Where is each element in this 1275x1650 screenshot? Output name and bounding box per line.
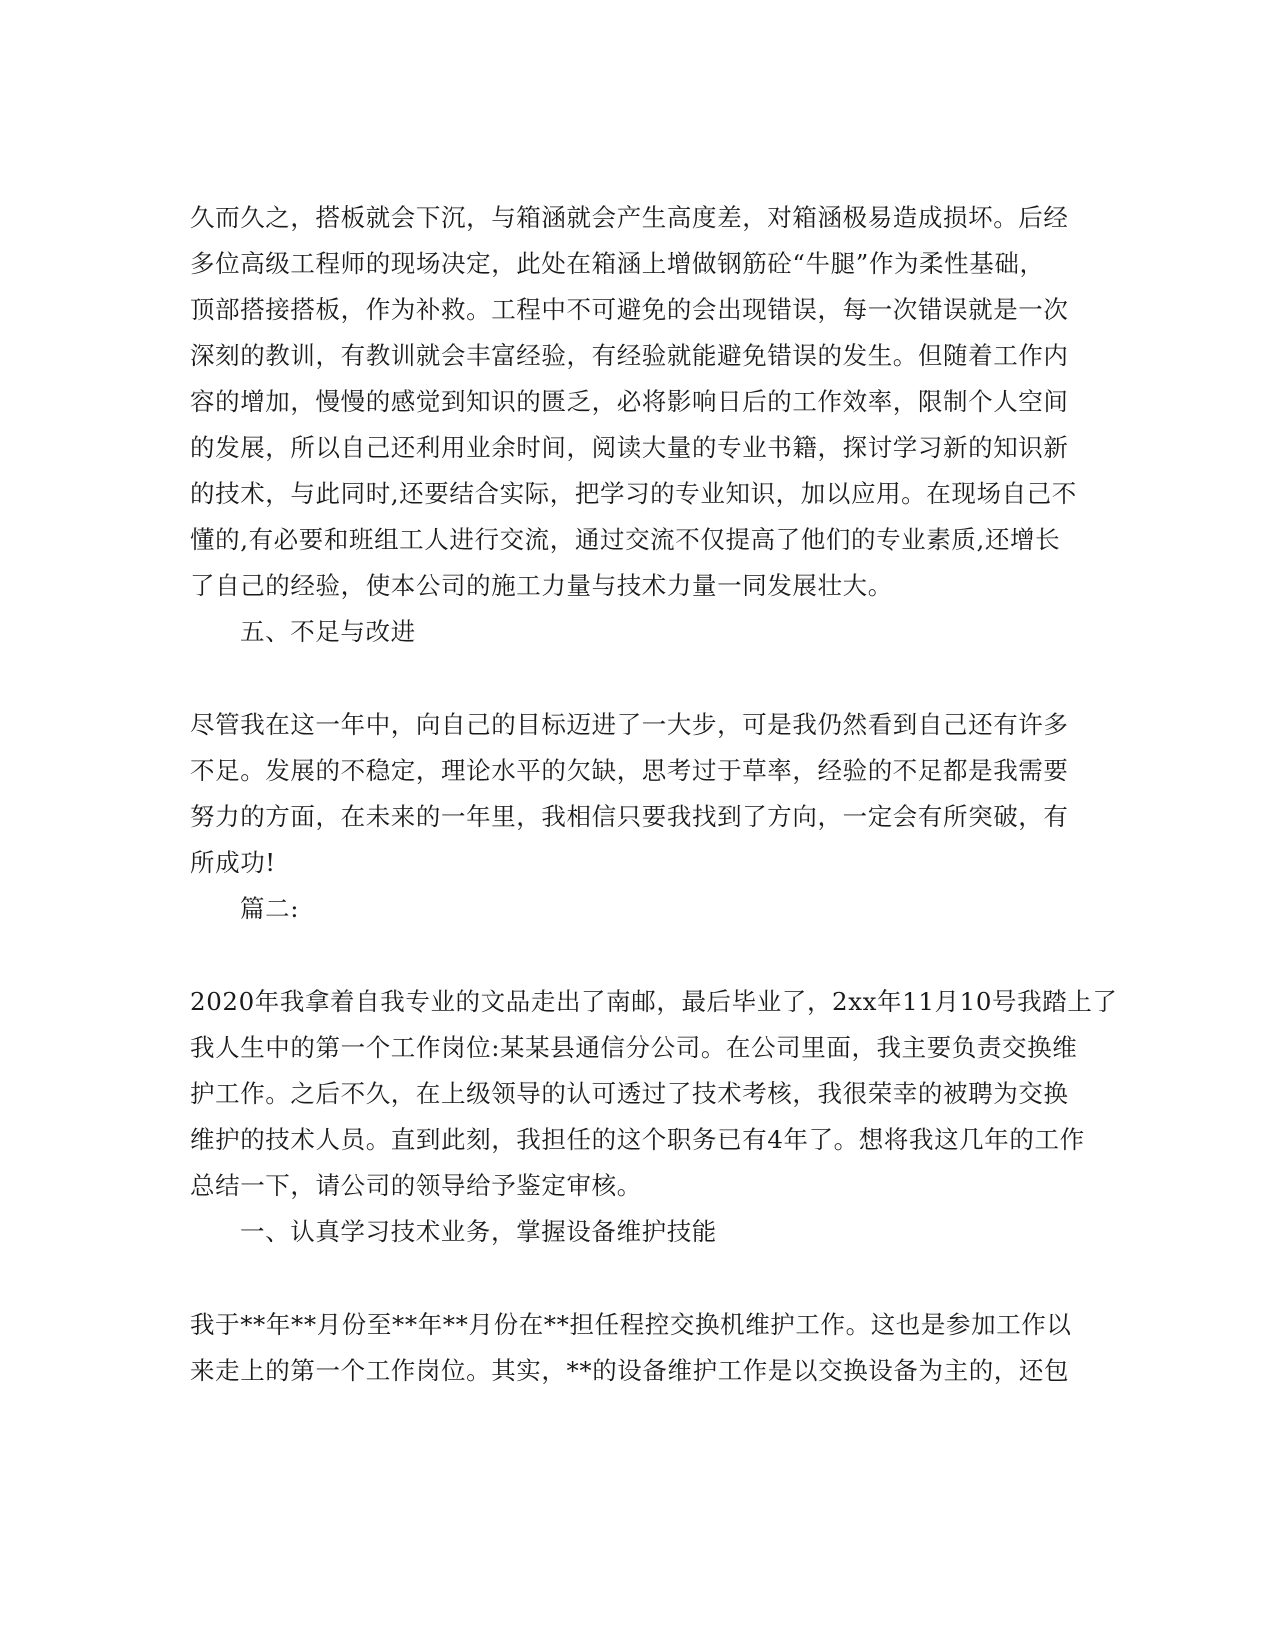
paragraph-line: 努力的方面，在未来的一年里，我相信只要我找到了方向，一定会有所突破，有 xyxy=(190,802,1069,831)
paragraph-line: 顶部搭接搭板，作为补救。工程中不可避免的会出现错误，每一次错误就是一次 xyxy=(190,295,1069,324)
paragraph-line: 懂的,有必要和班组工人进行交流，通过交流不仅提高了他们的专业素质,还增长 xyxy=(190,525,1061,554)
paragraph-line: 所成功! xyxy=(190,848,276,877)
paragraph-line: 不足。发展的不稳定，理论水平的欠缺，思考过于草率，经验的不足都是我需要 xyxy=(190,756,1069,785)
paragraph-line: 容的增加，慢慢的感觉到知识的匮乏，必将影响日后的工作效率，限制个人空间 xyxy=(190,387,1069,416)
paragraph-line: 了自己的经验，使本公司的施工力量与技术力量一同发展壮大。 xyxy=(190,571,893,600)
paragraph-line: 维护的技术人员。直到此刻，我担任的这个职务已有4年了。想将我这几年的工作 xyxy=(190,1125,1085,1154)
paragraph-line: 尽管我在这一年中，向自己的目标迈进了一大步，可是我仍然看到自己还有许多 xyxy=(190,710,1069,739)
paragraph-line: 久而久之，搭板就会下沉，与箱涵就会产生高度差，对箱涵极易造成损坏。后经 xyxy=(190,203,1069,232)
section-heading: 五、不足与改进 xyxy=(240,617,416,646)
paragraph-line: 来走上的第一个工作岗位。其实，**的设备维护工作是以交换设备为主的，还包 xyxy=(190,1356,1070,1385)
section-heading: 篇二: xyxy=(240,894,300,923)
paragraph-line: 我于**年**月份至**年**月份在**担任程控交换机维护工作。这也是参加工作以 xyxy=(190,1310,1072,1339)
section-heading: 一、认真学习技术业务，掌握设备维护技能 xyxy=(240,1217,717,1246)
paragraph-line: 总结一下，请公司的领导给予鉴定审核。 xyxy=(190,1171,642,1200)
paragraph-line: 的技术，与此同时,还要结合实际，把学习的专业知识，加以应用。在现场自己不 xyxy=(190,479,1077,508)
paragraph-line: 2020年我拿着自我专业的文品走出了南邮，最后毕业了，2xx年11月10号我踏上了 xyxy=(190,987,1118,1016)
paragraph-line: 护工作。之后不久，在上级领导的认可透过了技术考核，我很荣幸的被聘为交换 xyxy=(190,1079,1069,1108)
paragraph-line: 多位高级工程师的现场决定，此处在箱涵上增做钢筋砼“牛腿”作为柔性基础， xyxy=(190,249,1045,278)
paragraph-line: 我人生中的第一个工作岗位:某某县通信分公司。在公司里面，我主要负责交换维 xyxy=(190,1033,1078,1062)
paragraph-line: 深刻的教训，有教训就会丰富经验，有经验就能避免错误的发生。但随着工作内 xyxy=(190,341,1069,370)
paragraph-line: 的发展，所以自己还利用业余时间，阅读大量的专业书籍，探讨学习新的知识新 xyxy=(190,433,1069,462)
